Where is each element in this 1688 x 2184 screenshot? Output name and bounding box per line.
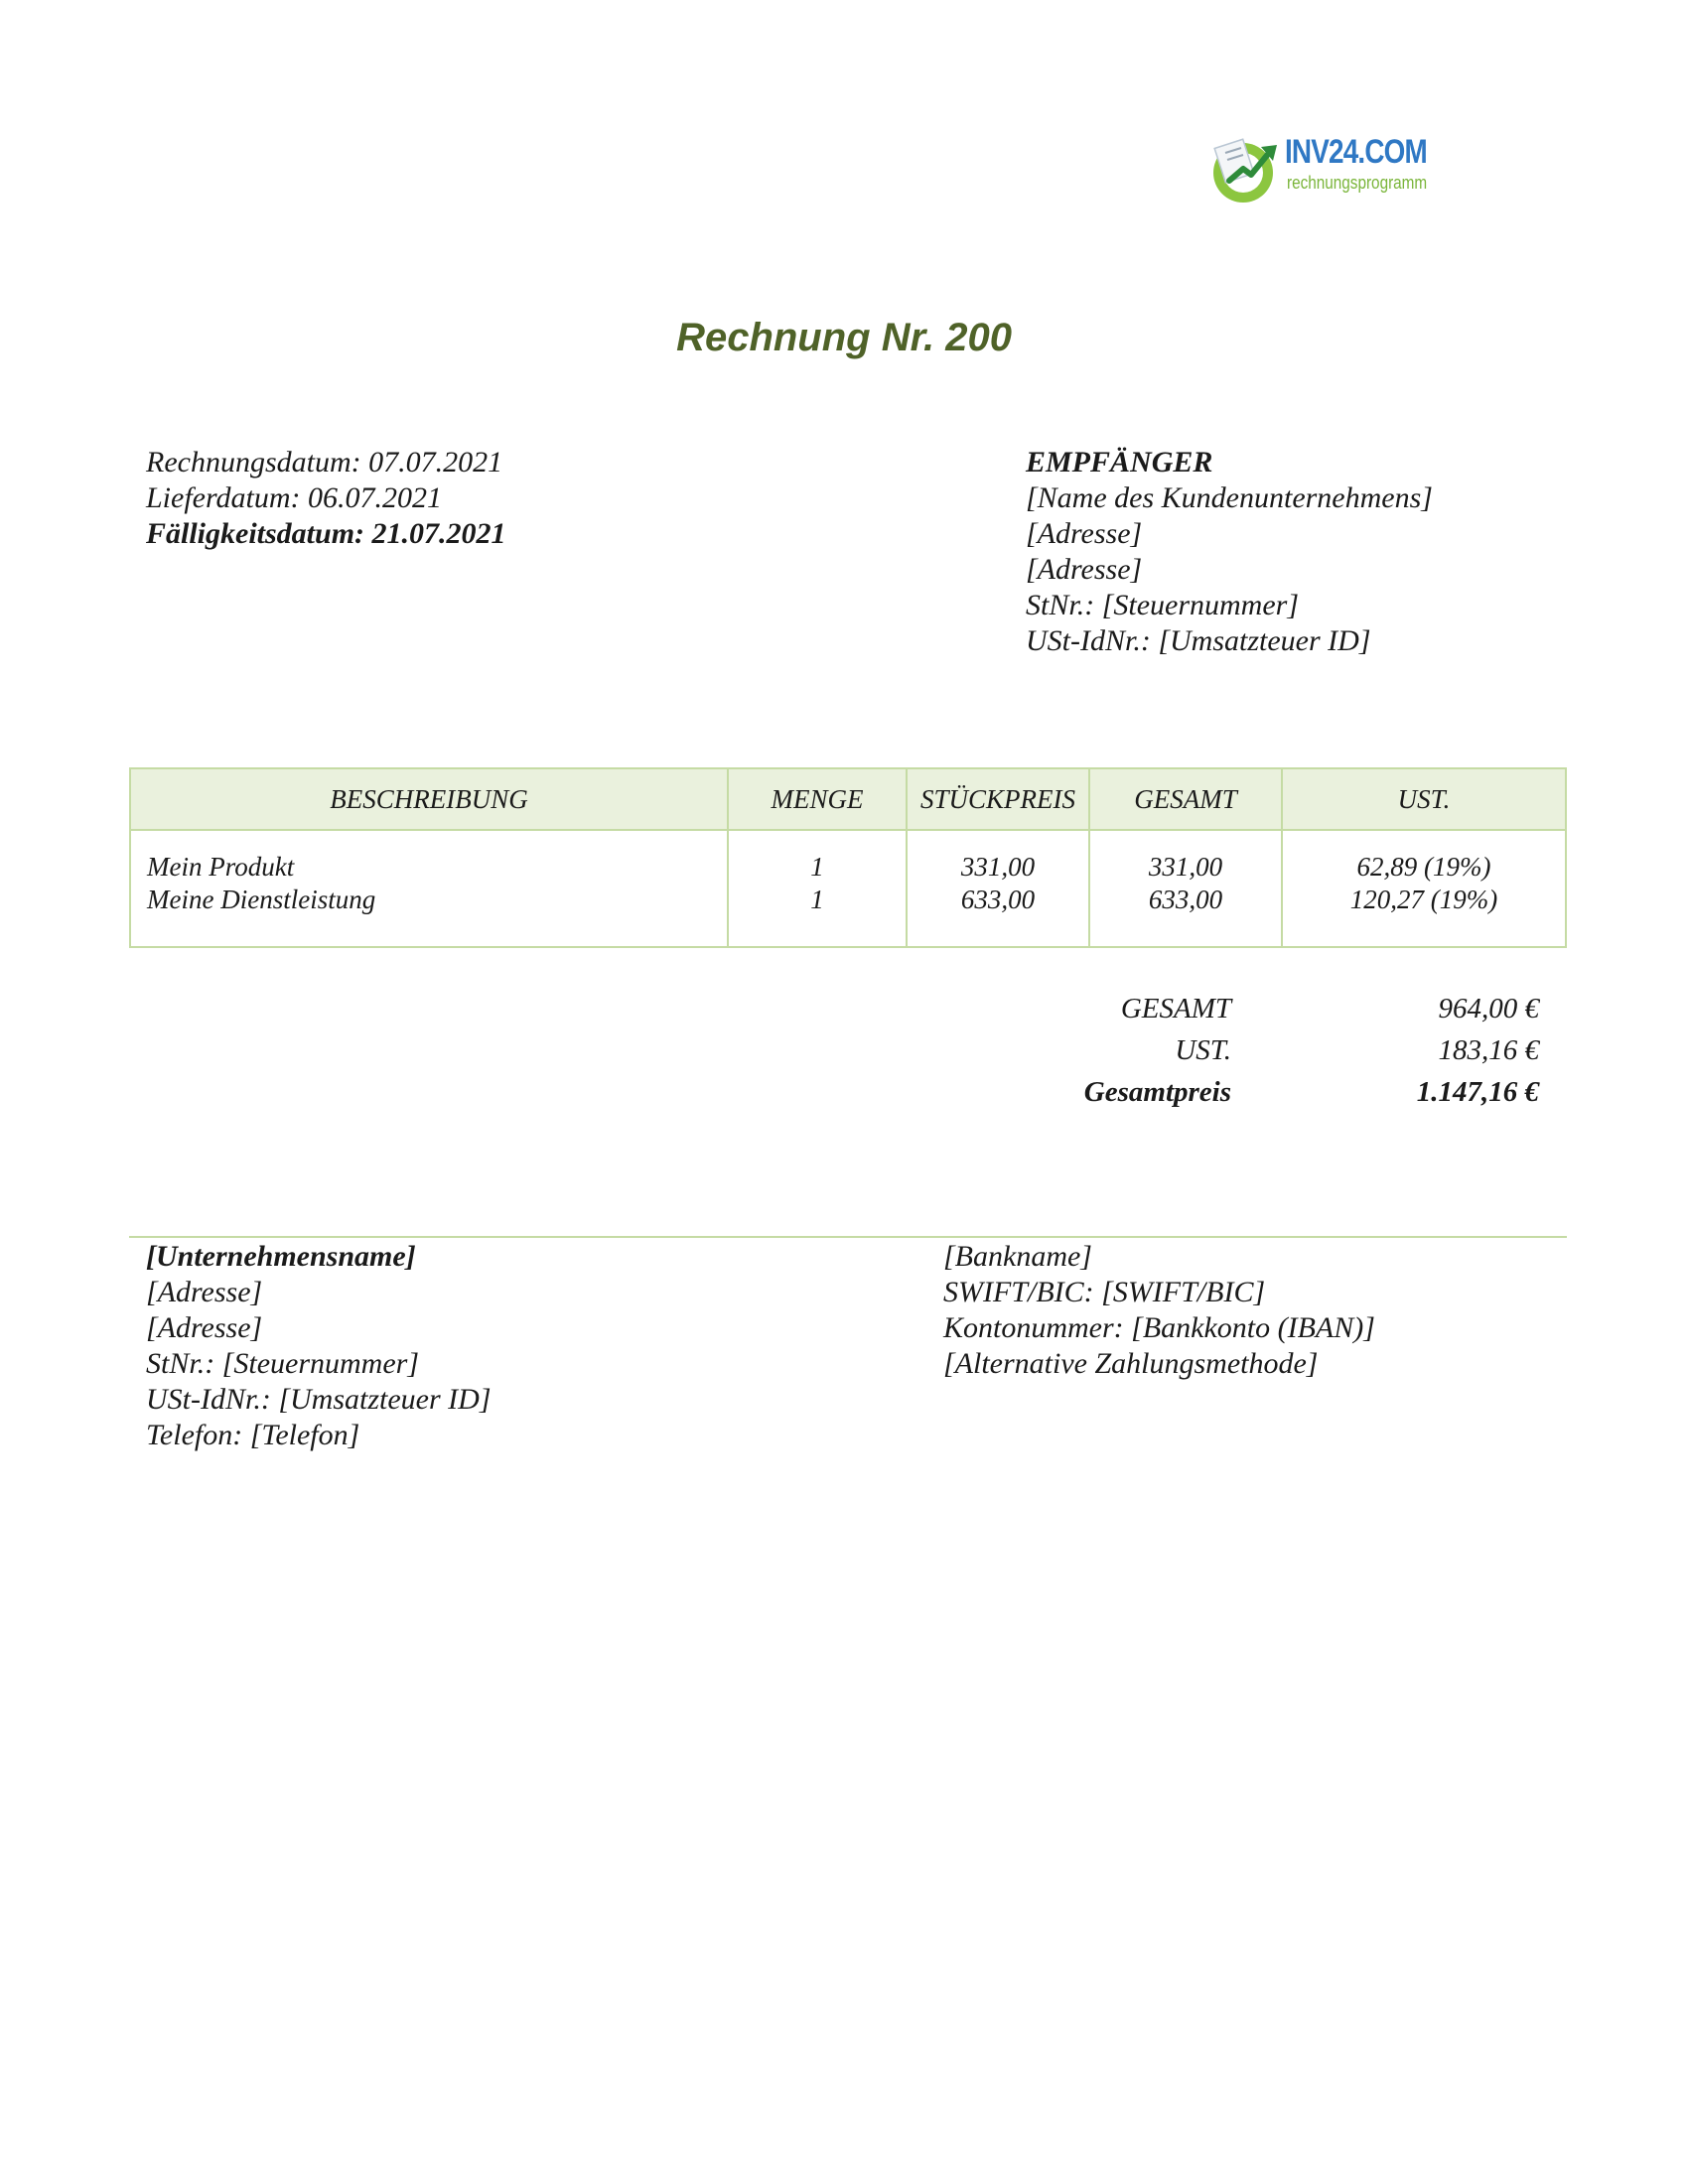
description-cell <box>130 830 728 947</box>
recipient-address-1: [Adresse] <box>1026 517 1143 550</box>
company-address-1: [Adresse] <box>146 1276 263 1308</box>
item-quantity: 1 <box>810 885 824 914</box>
recipient-tax-number: StNr.: [Steuernummer] <box>1026 589 1299 621</box>
recipient-block <box>1026 445 1433 659</box>
item-description: Mein Produkt <box>147 852 295 882</box>
net-total-row <box>993 988 1539 1029</box>
table-header-row <box>130 768 1566 830</box>
tax-cell <box>1282 830 1566 947</box>
quantity-cell <box>728 830 907 947</box>
item-unit-price: 331,00 <box>960 852 1036 882</box>
column-header-unit-price: STÜCKPREIS <box>907 768 1089 830</box>
gross-total-value: 1.147,16 € <box>1416 1076 1539 1108</box>
recipient-heading: EMPFÄNGER <box>1026 446 1213 478</box>
item-description: Meine Dienstleistung <box>147 885 376 914</box>
footer-divider <box>129 1236 1567 1238</box>
delivery-date: Lieferdatum: 06.07.2021 <box>146 481 443 514</box>
item-tax: 120,27 (19%) <box>1349 885 1498 914</box>
line-items-table <box>129 767 1567 948</box>
company-phone: Telefon: [Telefon] <box>146 1419 360 1451</box>
net-total-label: GESAMT <box>1120 993 1231 1024</box>
item-tax: 62,89 (19%) <box>1356 852 1491 882</box>
bank-alt-payment: [Alternative Zahlungsmethode] <box>943 1347 1319 1380</box>
bank-swift: SWIFT/BIC: [SWIFT/BIC] <box>943 1276 1266 1308</box>
recipient-address-2: [Adresse] <box>1026 553 1143 586</box>
tax-total-label: UST. <box>1175 1034 1231 1066</box>
company-tax-number: StNr.: [Steuernummer] <box>146 1347 419 1380</box>
recipient-vat-id: USt-IdNr.: [Umsatzteuer ID] <box>1026 624 1371 657</box>
company-address-2: [Adresse] <box>146 1311 263 1344</box>
due-date: Fälligkeitsdatum: 21.07.2021 <box>146 517 506 550</box>
invoice-date: Rechnungsdatum: 07.07.2021 <box>146 446 503 478</box>
column-header-description: BESCHREIBUNG <box>130 768 728 830</box>
totals-block <box>993 988 1539 1113</box>
bank-name: [Bankname] <box>943 1240 1092 1273</box>
tax-total-value: 183,16 € <box>1438 1034 1539 1066</box>
column-header-total: GESAMT <box>1089 768 1282 830</box>
item-total: 633,00 <box>1148 885 1223 914</box>
bank-account: Kontonummer: [Bankkonto (IBAN)] <box>943 1311 1375 1344</box>
tax-total-row <box>993 1029 1539 1071</box>
logo-subtext: rechnungsprogramm <box>1287 173 1428 193</box>
company-vat-id: USt-IdNr.: [Umsatzteuer ID] <box>146 1383 492 1416</box>
gross-total-label: Gesamtpreis <box>1083 1076 1231 1108</box>
item-total: 331,00 <box>1148 852 1223 882</box>
item-quantity: 1 <box>810 852 824 882</box>
recipient-name: [Name des Kundenunternehmens] <box>1026 481 1433 514</box>
table-body-row <box>130 830 1566 947</box>
company-logo <box>1209 127 1438 206</box>
unit-price-cell <box>907 830 1089 947</box>
bank-block <box>943 1239 1375 1382</box>
net-total-value: 964,00 € <box>1438 993 1539 1024</box>
logo-icon <box>1209 133 1281 205</box>
item-unit-price: 633,00 <box>960 885 1036 914</box>
company-name: [Unternehmensname] <box>146 1240 416 1273</box>
company-block <box>146 1239 492 1453</box>
logo-text: INV24.COM <box>1285 133 1427 171</box>
column-header-quantity: MENGE <box>728 768 907 830</box>
column-header-tax: UST. <box>1282 768 1566 830</box>
invoice-dates <box>146 445 506 552</box>
gross-total-row <box>993 1071 1539 1113</box>
total-cell <box>1089 830 1282 947</box>
invoice-title: Rechnung Nr. 200 <box>676 316 1012 359</box>
